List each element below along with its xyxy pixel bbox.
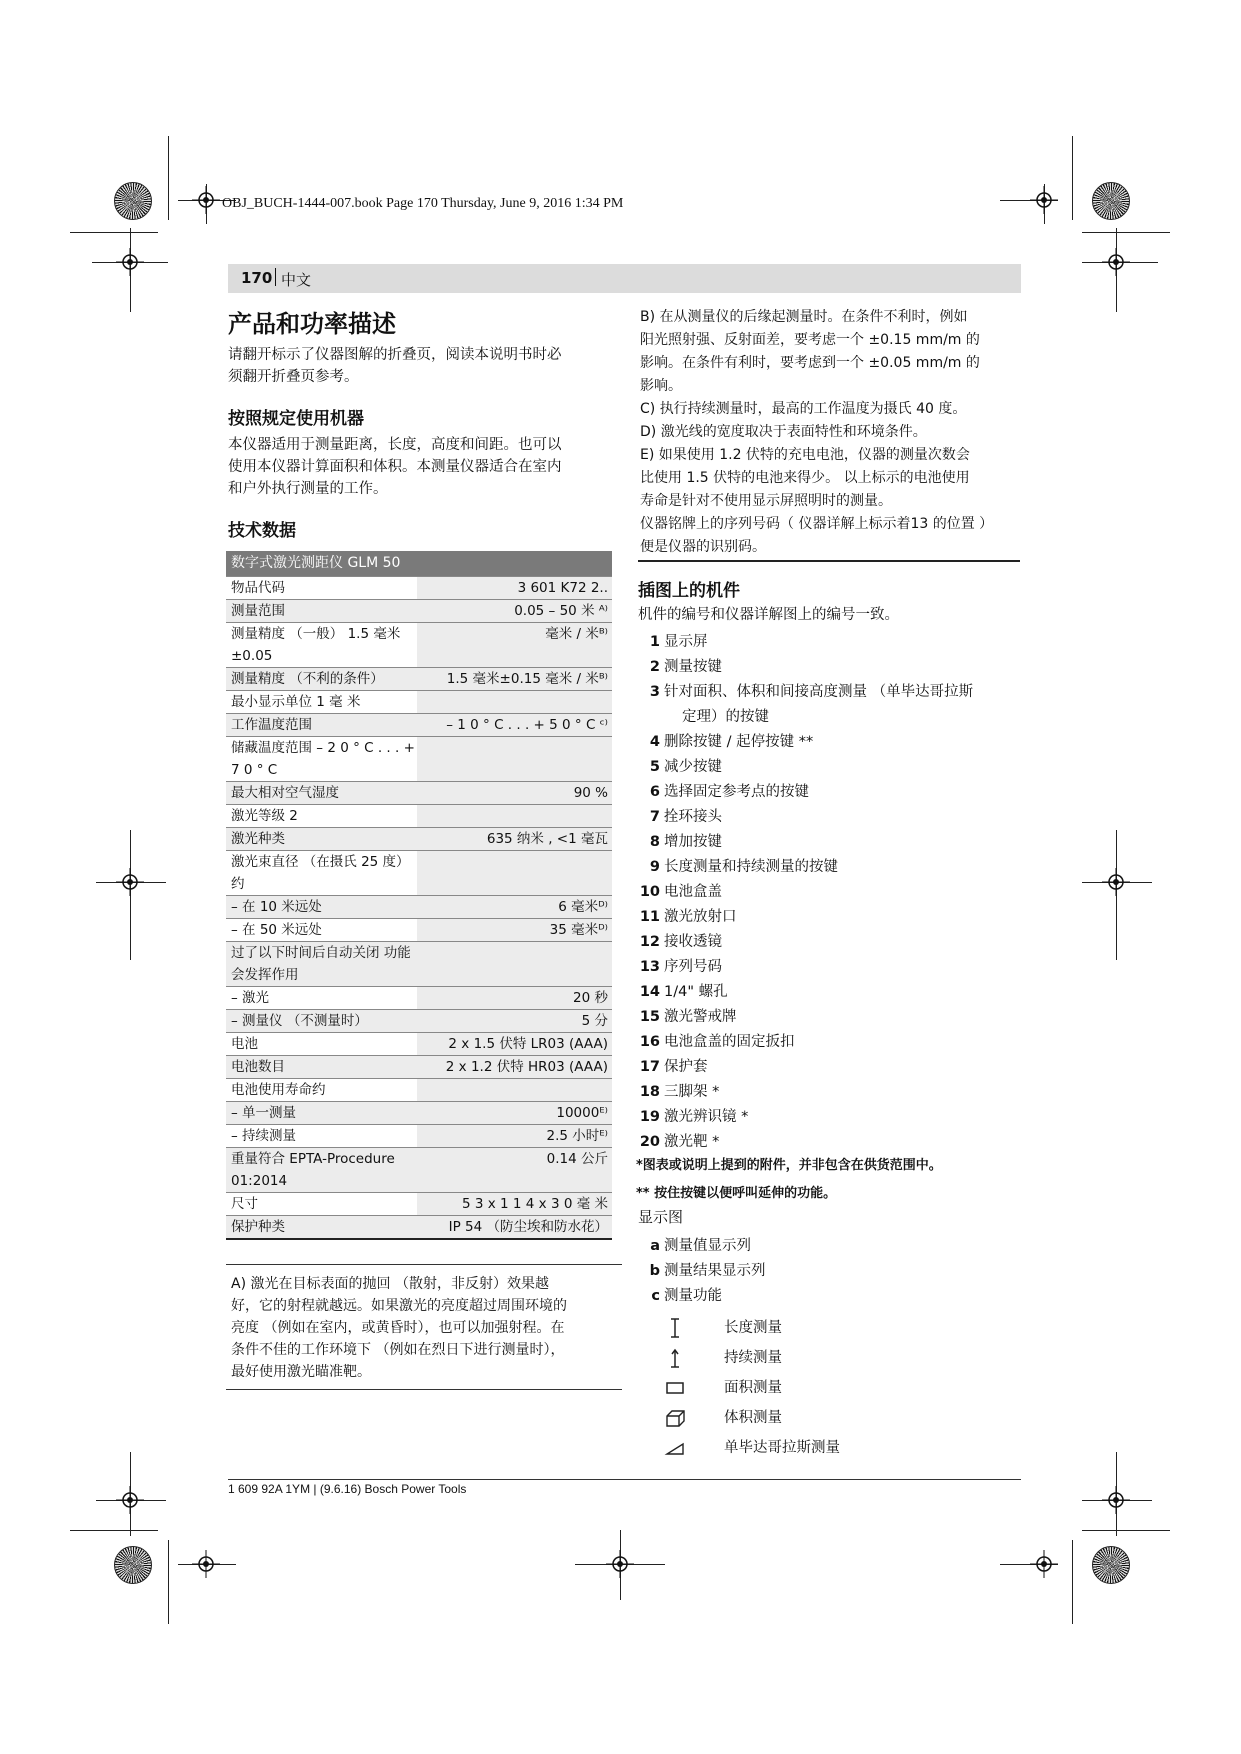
color-target-icon: [1092, 182, 1130, 220]
registration-mark-icon: [1102, 1486, 1130, 1514]
spec-row: [226, 941, 612, 986]
spec-key: 测量范围: [226, 600, 417, 622]
part-number: 6: [649, 784, 660, 800]
part-number: 5: [649, 759, 660, 775]
continuous-measure-icon: [664, 1348, 686, 1368]
part-number: 8: [649, 834, 660, 850]
registration-mark-icon: [116, 248, 144, 276]
registration-mark-icon: [192, 1550, 220, 1578]
notes-divider: [638, 560, 1020, 562]
part-number: 18: [639, 1084, 660, 1100]
registration-mark-icon: [606, 1550, 634, 1578]
spec-value: 0.05 – 50 米 ᴬ⁾: [417, 600, 612, 622]
spec-row: [226, 1032, 612, 1055]
spec-key: 过了以下时间后自动关闭 功能会发挥作用: [226, 942, 417, 986]
part-number: 1: [649, 634, 660, 650]
note-line: 比使用 1.5 伏特的电池来得少。 以上标示的电池使用: [640, 470, 970, 486]
spec-row: [226, 736, 612, 781]
spec-footnotes: [640, 306, 1030, 559]
spec-row: [226, 1078, 612, 1101]
display-item: [638, 1284, 1038, 1309]
spec-key: 激光种类: [226, 828, 417, 850]
parts-list: [638, 630, 1038, 1155]
part-item: [638, 905, 1038, 930]
part-number: 9: [649, 859, 660, 875]
part-label: 接收透镜: [664, 934, 722, 950]
color-target-icon: [114, 182, 152, 220]
spec-value: 635 纳米 , <1 毫瓦: [417, 828, 612, 850]
spec-rows: [226, 576, 612, 1238]
measure-function-label: 长度测量: [724, 1320, 782, 1336]
spec-key: 物品代码: [231, 580, 285, 596]
pythagoras-measure-icon: [664, 1438, 686, 1458]
part-label: 减少按键: [664, 759, 722, 775]
spec-row: [226, 804, 612, 827]
note-line: 影响。在条件有利时，要考虑到一个 ±0.05 mm/m 的: [640, 355, 980, 371]
part-label: 1/4" 螺孔: [664, 984, 728, 1000]
spec-value: 2.5 小时ᴱ⁾: [417, 1125, 612, 1147]
spec-value: 1.5 毫米±0.15 毫米 / 米ᴮ⁾: [417, 668, 612, 690]
part-number: 10: [639, 884, 660, 900]
spec-row: [226, 599, 612, 622]
measure-function-label: 体积测量: [724, 1410, 782, 1426]
part-item: [638, 1030, 1038, 1055]
display-item: [638, 1259, 1038, 1284]
spec-key: 电池使用寿命约: [231, 1082, 326, 1098]
spec-key: 储藏温度范围 – 2 0 ° C . . . + 7 0 ° C: [231, 740, 415, 778]
spec-key: 工作温度范围: [226, 714, 417, 736]
spec-row: [226, 576, 612, 599]
part-number: 15: [639, 1009, 660, 1025]
note-line: C) 执行持续测量时，最高的工作温度为摄氏 40 度。: [640, 401, 967, 417]
display-item: [638, 1234, 1038, 1259]
spec-key: – 在 50 米远处: [231, 922, 322, 938]
part-item: [638, 705, 1038, 730]
registration-mark-icon: [1030, 186, 1058, 214]
header-separator: [275, 268, 276, 286]
spec-value: 3 601 K72 2..: [417, 577, 612, 599]
part-item: [638, 680, 1038, 705]
note-line: 影响。: [640, 378, 682, 394]
display-item-letter: a: [650, 1238, 660, 1254]
part-label: 增加按键: [664, 834, 722, 850]
spec-key: 重量符合 EPTA-Procedure 01:2014: [226, 1148, 417, 1192]
color-target-icon: [1092, 1546, 1130, 1584]
usage-line: 和户外执行测量的工作。: [228, 481, 388, 497]
spec-key: – 持续测量: [231, 1128, 297, 1144]
part-item: [638, 880, 1038, 905]
part-label: 保护套: [664, 1059, 708, 1075]
spec-row: [226, 1055, 612, 1078]
part-label: 激光靶 *: [664, 1134, 720, 1150]
spec-value: 35 毫米ᴰ⁾: [417, 919, 612, 941]
spec-key: 最大相对空气湿度: [226, 782, 417, 804]
spec-key: – 单一测量: [226, 1102, 417, 1124]
spec-value: [417, 1079, 612, 1101]
part-item: [638, 1130, 1038, 1155]
part-item: [638, 1005, 1038, 1030]
part-item: [638, 1055, 1038, 1080]
registration-mark-icon: [116, 1486, 144, 1514]
spec-row: [226, 1124, 612, 1147]
spec-row: [226, 1215, 612, 1238]
note-line: 便是仪器的识别码。: [640, 539, 766, 555]
spec-table-bottom: [226, 1238, 612, 1240]
spec-value: 2 x 1.5 伏特 LR03 (AAA): [417, 1033, 612, 1055]
section-heading: 产品和功率描述: [228, 310, 396, 338]
part-label: 序列号码: [664, 959, 722, 975]
part-number: 4: [649, 734, 660, 750]
spec-value: [417, 805, 612, 827]
spec-key: 测量精度 （不利的条件）: [226, 668, 417, 690]
spec-row: [226, 1192, 612, 1215]
part-number: 16: [639, 1034, 660, 1050]
spec-table-title: 数字式激光测距仪 GLM 50: [226, 551, 612, 576]
page-footer: 1 609 92A 1YM | (9.6.16) Bosch Power Tools: [228, 1482, 467, 1496]
registration-mark-icon: [1030, 1550, 1058, 1578]
note-line: 寿命是针对不使用显示屏照明时的测量。: [640, 493, 892, 509]
display-item-letter: c: [651, 1288, 660, 1304]
spec-row: [226, 986, 612, 1009]
measure-function-label: 持续测量: [724, 1350, 782, 1366]
part-label: 针对面积、体积和间接高度测量 （单毕达哥拉斯: [664, 684, 974, 700]
part-label: 电池盒盖的固定扳扣: [664, 1034, 795, 1050]
spec-key: – 在 10 米远处: [226, 896, 417, 918]
spec-value: 90 %: [417, 782, 612, 804]
footnote-line: 条件不佳的工作环境下 （例如在烈日下进行测量时），: [231, 1342, 565, 1358]
volume-measure-icon: [664, 1408, 686, 1428]
footnote-double-star: ** 按住按键以便呼叫延伸的功能。: [636, 1186, 837, 1201]
part-item: [638, 780, 1038, 805]
usage-line: 使用本仪器计算面积和体积。本测量仪器适合在室内: [228, 459, 562, 475]
registration-mark-icon: [1102, 248, 1130, 276]
spec-row: [226, 1009, 612, 1032]
part-item: [638, 730, 1038, 755]
file-header: OBJ_BUCH-1444-007.book Page 170 Thursday, June 9, 2016 1:34 PM: [222, 196, 624, 211]
part-item: [638, 805, 1038, 830]
note-line: E) 如果使用 1.2 伏特的充电电池，仪器的测量次数会: [640, 447, 970, 463]
note-line: 阳光照射强、反射面差，要考虑一个 ±0.15 mm/m 的: [640, 332, 980, 348]
spec-row: [226, 690, 612, 713]
footnote-line: 最好使用激光瞄准靶。: [231, 1364, 371, 1380]
registration-mark-icon: [116, 868, 144, 896]
spec-value: 0.14 公斤: [417, 1148, 612, 1192]
spec-row: [226, 827, 612, 850]
spec-table: [226, 551, 612, 1240]
page-number: 170: [241, 269, 273, 287]
spec-row: [226, 622, 612, 667]
usage-paragraph: [228, 434, 562, 500]
part-number: 17: [639, 1059, 660, 1075]
part-number: 19: [639, 1109, 660, 1125]
tech-heading: 技术数据: [228, 521, 296, 541]
spec-value: [417, 851, 612, 895]
page-header-bar: [228, 264, 1021, 293]
part-label: 长度测量和持续测量的按键: [664, 859, 838, 875]
part-item: [638, 1105, 1038, 1130]
spec-row: [226, 713, 612, 736]
display-item-label: 测量结果显示列: [664, 1263, 766, 1279]
part-label: 删除按键 / 起停按键 **: [664, 734, 814, 750]
part-label: 拴环接头: [664, 809, 722, 825]
part-label: 激光放射口: [664, 909, 737, 925]
footnote-line: 亮度 （例如在室内，或黄昏时），也可以加强射程。在: [231, 1320, 565, 1336]
part-item: [638, 855, 1038, 880]
part-item: [638, 980, 1038, 1005]
spec-key: 最小显示单位 1 毫 米: [231, 694, 361, 710]
part-item: [638, 1080, 1038, 1105]
length-measure-icon: [664, 1318, 686, 1338]
display-item-label: 测量值显示列: [664, 1238, 751, 1254]
display-item-label: 测量功能: [664, 1288, 722, 1304]
part-number: 7: [649, 809, 660, 825]
part-number: 13: [639, 959, 660, 975]
part-number: 12: [639, 934, 660, 950]
color-target-icon: [114, 1546, 152, 1584]
area-measure-icon: [664, 1378, 686, 1398]
part-item: [638, 830, 1038, 855]
part-label: 三脚架 *: [664, 1084, 720, 1100]
footnote-line: A) 激光在目标表面的抛回 （散射，非反射）效果越: [231, 1276, 549, 1292]
registration-mark-icon: [1102, 868, 1130, 896]
intro-line: 请翻开标示了仪器图解的折叠页，阅读本说明书时必: [228, 347, 562, 363]
spec-row: [226, 1101, 612, 1124]
parts-intro: 机件的编号和仪器详解图上的编号一致。: [638, 607, 899, 623]
note-line: 仪器铭牌上的序列号码（ 仪器详解上标示着13 的位置 ）: [640, 516, 994, 532]
note-line: D) 激光线的宽度取决于表面特性和环境条件。: [640, 424, 927, 440]
part-item: [638, 930, 1038, 955]
part-number: 20: [639, 1134, 660, 1150]
spec-value: [417, 942, 612, 986]
spec-row: [226, 918, 612, 941]
spec-row: [226, 1147, 612, 1192]
intro-line: 须翻开折叠页参考。: [228, 369, 359, 385]
spec-value: 2 x 1.2 伏特 HR03 (AAA): [417, 1056, 612, 1078]
spec-key: 保护种类: [226, 1216, 417, 1238]
parts-heading: 插图上的机件: [638, 581, 740, 601]
part-label: 定理）的按键: [682, 709, 769, 725]
spec-value: 20 秒: [417, 987, 612, 1009]
part-number: 2: [649, 659, 660, 675]
usage-heading: 按照规定使用机器: [228, 409, 364, 429]
spec-value: 6 毫米ᴰ⁾: [417, 896, 612, 918]
footnote-a: [226, 1264, 622, 1390]
spec-row: [226, 781, 612, 804]
spec-value: 10000ᴱ⁾: [417, 1102, 612, 1124]
part-item: [638, 755, 1038, 780]
spec-value: 5 分: [417, 1010, 612, 1032]
intro-paragraph: [228, 344, 562, 388]
display-list: [638, 1234, 1038, 1309]
spec-row: [226, 895, 612, 918]
note-line: B) 在从测量仪的后缘起测量时。在条件不利时，例如: [640, 309, 968, 325]
spec-key: 电池数目: [226, 1056, 417, 1078]
page-language: 中文: [281, 271, 312, 289]
spec-key: 测量精度 （一般） 1.5 毫米±0.05: [231, 626, 401, 664]
spec-key: 尺寸: [231, 1196, 258, 1212]
display-item-letter: b: [649, 1263, 660, 1279]
measure-function-label: 单毕达哥拉斯测量: [724, 1440, 840, 1456]
spec-value: [417, 737, 612, 781]
spec-key: 电池: [231, 1036, 258, 1052]
part-number: 11: [639, 909, 660, 925]
spec-row: [226, 850, 612, 895]
part-label: 测量按键: [664, 659, 722, 675]
part-item: [638, 955, 1038, 980]
part-label: 显示屏: [664, 634, 708, 650]
spec-value: – 1 0 ° C . . . + 5 0 ° C ᶜ⁾: [417, 714, 612, 736]
part-label: 激光辨识镜 *: [664, 1109, 749, 1125]
spec-row: [226, 667, 612, 690]
registration-mark-icon: [192, 186, 220, 214]
part-number: 3: [649, 684, 660, 700]
spec-value: 5 3 x 1 1 4 x 3 0 毫 米: [417, 1193, 612, 1215]
part-number: 14: [639, 984, 660, 1000]
display-heading: 显示图: [638, 1208, 684, 1226]
spec-key: 激光束直径 （在摄氏 25 度）约: [231, 854, 410, 892]
usage-line: 本仪器适用于测量距离，长度，高度和间距。也可以: [228, 437, 562, 453]
part-label: 选择固定参考点的按键: [664, 784, 809, 800]
spec-key: – 激光: [231, 990, 270, 1006]
spec-key: – 测量仪 （不测量时）: [226, 1010, 417, 1032]
part-label: 激光警戒牌: [664, 1009, 737, 1025]
spec-key: 激光等级 2: [231, 808, 298, 824]
spec-value: [417, 691, 612, 713]
part-item: [638, 655, 1038, 680]
part-item: [638, 630, 1038, 655]
footnote-line: 好，它的射程就越远。如果激光的亮度超过周围环境的: [231, 1298, 567, 1314]
measure-function-label: 面积测量: [724, 1380, 782, 1396]
spec-value: IP 54 （防尘埃和防水花）: [417, 1216, 612, 1238]
footnote-star: *图表或说明上提到的附件，并非包含在供货范围中。: [636, 1158, 942, 1173]
footer-rule: [228, 1479, 1021, 1480]
spec-value: 毫米 / 米ᴮ⁾: [417, 623, 612, 667]
part-label: 电池盒盖: [664, 884, 722, 900]
